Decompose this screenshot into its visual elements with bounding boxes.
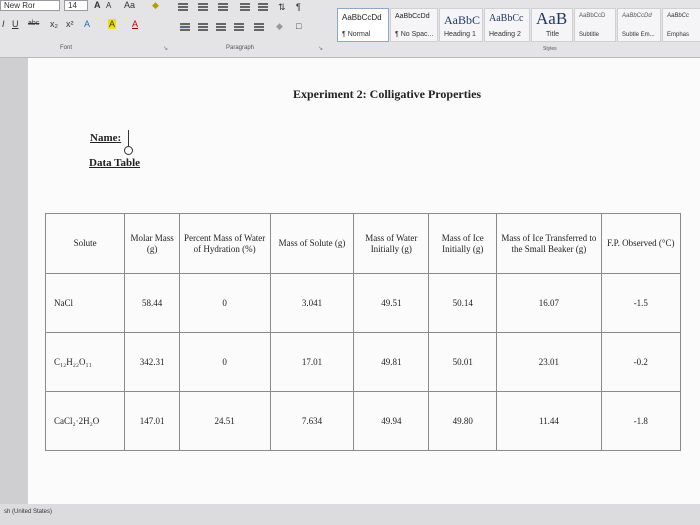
col-header: Mass of Ice Initially (g) [429,214,497,274]
table-cell[interactable]: 7.634 [270,392,354,451]
ribbon [0,0,700,58]
style-name: Heading 1 [444,31,476,38]
col-header: Molar Mass (g) [125,214,179,274]
table-cell[interactable]: -0.2 [601,333,680,392]
table-cell[interactable]: CaCl₂·2H₂O [46,392,125,451]
col-header: F.P. Observed (°C) [601,214,680,274]
style-name: Emphas [667,32,690,38]
table-row [46,392,681,451]
style-heading-2[interactable] [484,8,530,42]
font-dialog-launcher-icon[interactable]: ↘ [163,46,169,52]
table-cell[interactable]: 0 [179,333,270,392]
decrease-indent-icon[interactable] [240,3,250,11]
table-cell[interactable]: 17.01 [270,333,354,392]
style-name: Heading 2 [489,31,521,38]
font-size-box[interactable]: 14 [64,0,88,11]
style-preview: AaBbCcD [579,13,606,19]
col-header: Mass of Solute (g) [270,214,354,274]
text-cursor-icon [128,130,129,146]
name-label: Name: [90,132,122,144]
increase-indent-icon[interactable] [258,3,268,11]
style-preview: AaBbCcDd [622,13,652,19]
table-cell[interactable]: C₁₂H₂₂O₁₁ [46,333,125,392]
style-name: ¶ No Spac... [395,31,434,38]
table-cell[interactable]: 49.94 [354,392,429,451]
table-cell[interactable]: 342.31 [125,333,179,392]
highlight-button[interactable]: A [109,19,116,29]
shrink-font-button[interactable]: A [106,1,112,10]
style-preview: AaBbC [444,13,480,27]
cursor-ring-icon [124,146,133,155]
table-cell[interactable]: 147.01 [125,392,179,451]
align-left-icon[interactable] [180,23,190,31]
document-title: Experiment 2: Colligative Properties [293,87,482,101]
text-effects-button[interactable]: A [84,19,91,29]
style-preview: AaBbCc [489,13,524,24]
table-cell[interactable]: 50.14 [429,274,497,333]
table-cell[interactable]: 16.07 [497,274,601,333]
style-preview: AaBbCcDd [342,13,382,22]
multilevel-list-icon[interactable] [218,3,228,11]
shading-icon[interactable]: ◆ [276,21,283,31]
data-table-label: Data Table [89,157,141,169]
data-table[interactable] [45,213,681,451]
table-cell[interactable]: 49.81 [354,333,429,392]
font-color-button[interactable]: A [132,19,139,29]
grow-font-button[interactable]: A [94,0,101,10]
table-cell[interactable]: 0 [179,274,270,333]
style-subtitle[interactable] [574,8,616,42]
borders-icon[interactable]: □ [296,21,302,31]
style-no-spacing[interactable] [390,8,438,42]
style-name: Title [546,31,559,38]
superscript-button[interactable]: x² [66,19,74,29]
bullets-icon[interactable] [178,3,188,11]
table-cell[interactable]: 24.51 [179,392,270,451]
style-heading-1[interactable] [439,8,483,42]
subscript-button[interactable]: x₂ [50,19,58,29]
numbering-icon[interactable] [198,3,208,11]
table-cell[interactable]: 49.51 [354,274,429,333]
col-header: Percent Mass of Water of Hydration (%) [179,214,270,274]
line-spacing-icon[interactable] [254,23,264,31]
style-subtle-emphasis[interactable] [617,8,661,42]
table-cell[interactable]: 58.44 [125,274,179,333]
table-cell[interactable]: 23.01 [497,333,601,392]
table-row [46,333,681,392]
paragraph-group-label: Paragraph [226,45,255,51]
style-title[interactable] [531,8,573,42]
table-cell[interactable]: -1.5 [601,274,680,333]
sort-icon[interactable]: ⇅ [278,2,286,12]
document-page[interactable] [28,58,700,504]
table-cell[interactable]: 50.01 [429,333,497,392]
style-emphasis[interactable] [662,8,700,42]
col-header: Mass of Ice Transferred to the Small Beaker (g) [497,214,601,274]
style-preview: AaBbCc [667,13,690,19]
table-cell[interactable]: 11.44 [497,392,601,451]
table-cell[interactable]: 3.041 [270,274,354,333]
italic-button[interactable]: I [2,19,5,29]
style-preview: AaBbCcDd [395,13,430,20]
status-bar [0,504,700,525]
table-header-row [46,214,681,274]
table-cell[interactable]: 49.80 [429,392,497,451]
table-cell[interactable]: NaCl [46,274,125,333]
style-name: ¶ Normal [342,31,371,38]
table-cell[interactable]: -1.8 [601,392,680,451]
underline-button[interactable]: U [12,19,19,29]
style-preview: AaB [536,9,568,28]
font-name-box[interactable]: New Ror [0,0,60,11]
show-marks-icon[interactable]: ¶ [296,2,301,12]
col-header: Solute [46,214,125,274]
font-group-label: Font [60,45,73,51]
language-status[interactable]: sh (United States) [4,509,53,515]
styles-group-label: Styles [543,46,557,52]
paragraph-dialog-launcher-icon[interactable]: ↘ [318,46,324,52]
align-center-icon[interactable] [198,23,208,31]
col-header: Mass of Water Initially (g) [354,214,429,274]
style-name: Subtitle [579,32,600,38]
style-name: Subtle Em... [622,32,655,38]
clear-format-icon[interactable]: ◆ [152,0,159,10]
table-row [46,274,681,333]
justify-icon[interactable] [234,23,244,31]
align-right-icon[interactable] [216,23,226,31]
change-case-button[interactable]: Aa [124,0,136,10]
style-normal[interactable] [337,8,389,42]
strikethrough-button[interactable]: abc [28,20,40,27]
